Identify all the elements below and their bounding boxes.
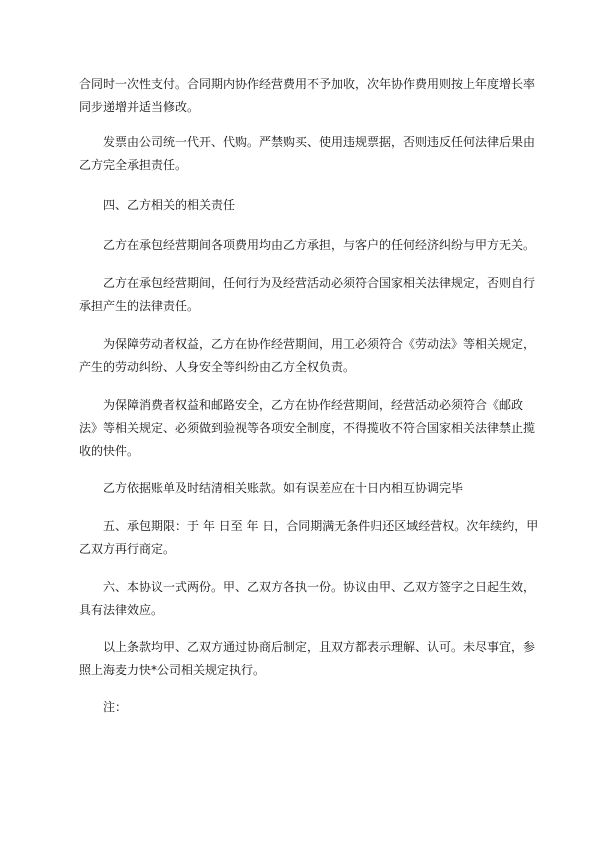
section-heading-4: 四、乙方相关的相关责任 (103, 198, 236, 212)
note-label: 注： (103, 700, 128, 714)
section-heading-5: 五、承包期限：于 年 日至 年 日，合同期满无条件归还区域经营权。次年续约，甲乙双方再行商定。 (79, 519, 539, 556)
paragraph-terms: 以上条款均甲、乙双方通过协商后制定，且双方都表示理解、认可。未尽事宜，参照上海麦力快*公司相关规定执行。 (79, 640, 536, 677)
paragraph-invoice: 发票由公司统一代开、代购。严禁购买、使用违规票据，否则违反任何法律后果由乙方完全承担责任。 (79, 135, 536, 172)
paragraph-billing: 乙方依据账单及时结清相关账款。如有误差应在十日内相互协调完毕 (103, 481, 464, 495)
section-heading-6: 六、本协议一式两份。甲、乙双方各执一份。协议由甲、乙双方签字之日起生效，具有法律效应。 (79, 580, 536, 617)
paragraph-fee-payment: 合同时一次性支付。合同期内协作经营费用不予加收，次年协作费用则按上年度增长率同步递增并适当修改。 (79, 77, 536, 114)
paragraph-costs: 乙方在承包经营期间各项费用均由乙方承担，与客户的任何经济纠纷与甲方无关。 (103, 238, 536, 252)
paragraph-legal-compliance: 乙方在承包经营期间，任何行为及经营活动必须符合国家相关法律规定，否则自行承担产生的法律责任。 (79, 276, 536, 313)
paragraph-labor-law: 为保障劳动者权益，乙方在协作经营期间，用工必须符合《劳动法》等相关规定，产生的劳动纠纷、人身安全等纠纷由乙方全权负责。 (79, 337, 536, 374)
paragraph-postal-law: 为保障消费者权益和邮路安全，乙方在协作经营期间，经营活动必须符合《邮政法》等相关规定、必须做到验视等各项安全制度，不得揽收不符合国家相关法律禁止揽收的快件。 (79, 398, 536, 458)
